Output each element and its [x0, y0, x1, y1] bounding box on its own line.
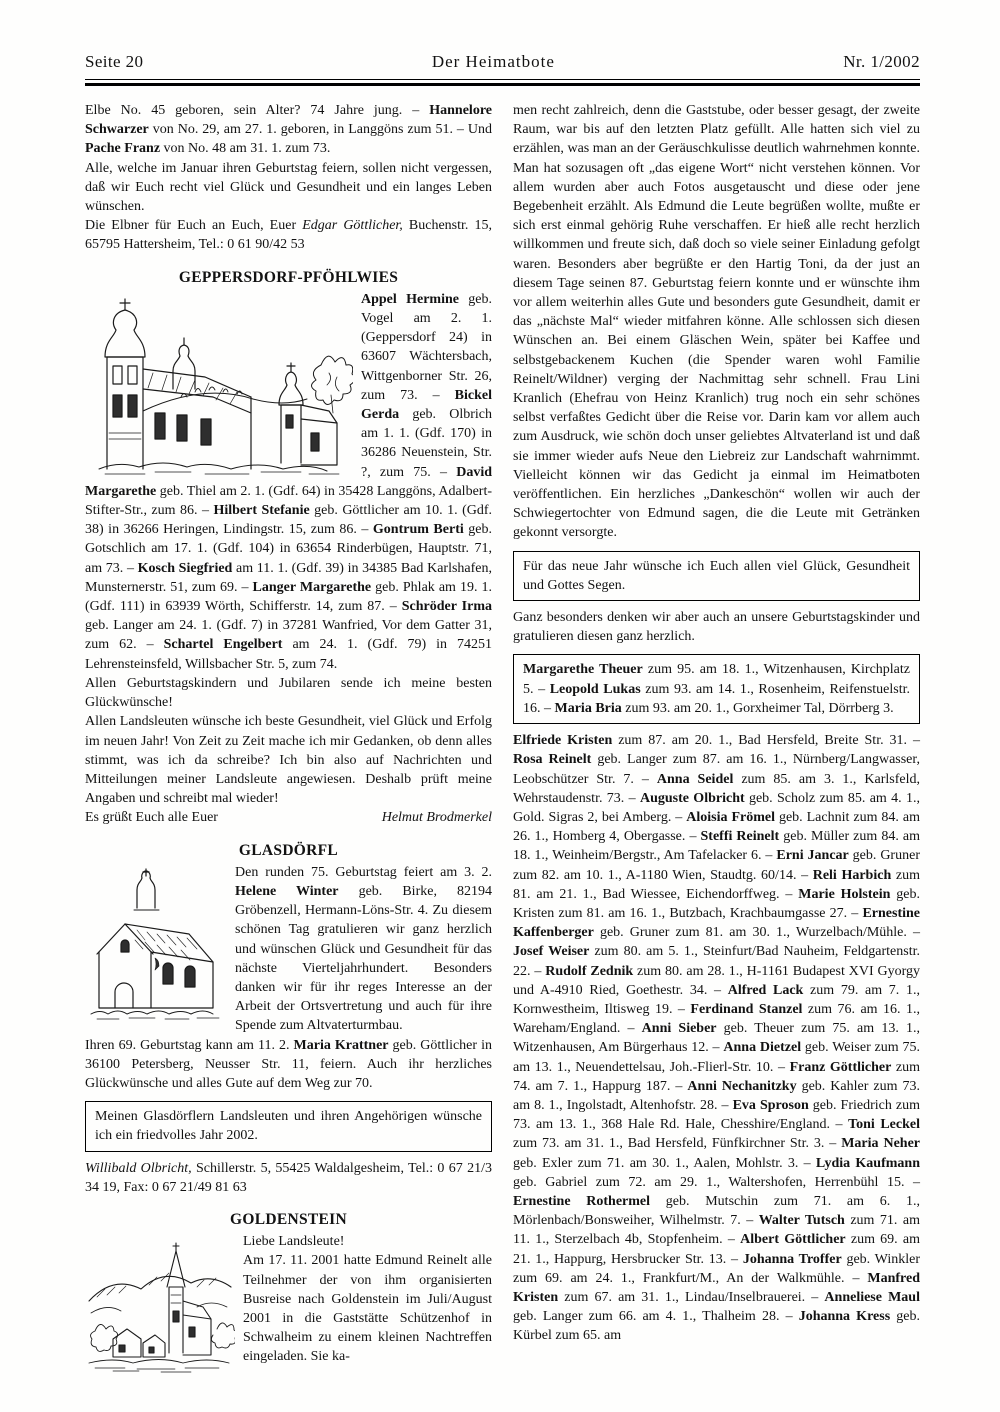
geppersdorf-section	[85, 290, 492, 674]
geppersdorf-birthday-entries: Appel Hermine geb. Vogel am 2. 1. (Geppersdorf 24) in 63607 Wächtersbach, Wittgenborner Str. 26, zum 73. – Bickel Gerda geb. Olbrich am 1. 1. (Gdf. 170) in 36286 Neuenstein, Str. ?, zum 75. – David Margarethe geb. Thiel am 2. 1. (Gdf. 64) in 35428 Langgöns, Adalbert-Stifter-Str., zum 86. – Hilbert Stefanie geb. Göttlicher am 10. 1. (Gdf. 38) in 36266 Heringen, Lindingstr. 15, zum 86. – Gontrum Berti geb. Gotschlich am 17. 1. (Gdf. 104) in 63654 Rinderbügen, Hauptstr. 71, am 73. – Kosch Siegfried am 11. 1. (Gdf. 39) in 34385 Bad Karlshafen, Munsternerstr. 51, zum 69. – Langer Margarethe geb. Phlak am 19. 1. (Gdf. 111) in 63939 Wörth, Schifferstr. 14, zum 87. – Schröder Irma geb. Langer am 24. 1. (Gdf. 7) in 37281 Wanfried, Vor dem Gatter 31, zum 62. – Schartel Engelbert am 24. 1. (Gdf. 79) in 74251 Lehrensteinsfeld, Willsbacher Str. 5, zum 74.	[85, 291, 493, 672]
goldenstein-landscape-illustration	[85, 1235, 235, 1373]
note-paragraph: Allen Landsleuten wünsche ich beste Gesundheit, viel Glück und Erfolg im neuen Jahr! Von Zeit zu Zeit mache ich mir Gedanken, ob denn alles stimmt, was ich da schreibe? Ich bin also auf Nachrichten und Mitteilungen meiner Landsleute angewiesen. Deshalb prüft meine Angaben und schreibt mal wieder!	[85, 714, 492, 807]
glasdoerfl-contact: Willibald Olbricht, Schillerstr. 5, 55425 Waldalgesheim, Tel.: 0 67 21/3 34 19, Fax: 0 67 21/49 81 63	[85, 1160, 492, 1195]
section-heading-glasdoerfl: GLASDÖRFL	[238, 841, 339, 859]
jubilees-box: Margarethe Theuer zum 95. am 18. 1., Witzenhausen, Kirchplatz 5. – Leopold Lukas zum 93. am 14. 1., Rosenheim, Reifenstuelstr. 16. – Maria Bria zum 93. am 20. 1., Gorxheimer Tal, Dörrberg 3.	[513, 654, 920, 724]
intro-paragraph: Die Elbner für Euch an Euch, Euer Edgar Göttlicher, Buchenstr. 15, 65795 Hattersheim, Tel.: 0 61 90/42 53	[85, 218, 492, 253]
signature-row	[85, 808, 492, 827]
section-heading-geppersdorf: GEPPERSDORF-PFÖHLWIES	[178, 268, 399, 286]
left-column	[85, 101, 492, 1375]
intro-paragraph: Elbe No. 45 geboren, sein Alter? 74 Jahre jung. – Hannelore Schwarzer von No. 29, am 27. 1. geboren, in Langgöns zum 51. – Und Pache Franz von No. 48 am 31. 1. zum 73.	[85, 103, 492, 157]
header-rule	[85, 79, 920, 86]
glasdoerfl-paragraph: Den runden 75. Geburtstag feiert am 3. 2. Helene Winter geb. Birke, 82194 Gröbenzell, Hermann-Löns-Str. 4. Zu diesem schönen Tag gratulieren wir ganz herzlich und wünschen Glück und Gesundheit für das nächste Vierteljahrhundert. Besonders danken wir für ihr reges Interesse an der Arbeit der Ortsvertretung und auch für ihre Spende zum Altvaterturmbau.	[235, 864, 493, 1034]
birthday-list-paragraph: Elfriede Kristen zum 87. am 20. 1., Bad Hersfeld, Breite Str. 31. – Rosa Reinelt geb. Langer zum 87. am 16. 1., Nürnberg/Langwasser, Leobschützer Str. 7. – Anna Seidel zum 85. am 3. 1., Karlsfeld, Wehrstaudenstr. 73. – Auguste Olbricht geb. Scholz zum 85. am 4. 1., Gold. Sigras 2, bei Amberg. – Aloisia Frömel geb. Lachnit zum 84. am 26. 1., Homberg 4, Obergasse. – Steffi Reinelt geb. Müller zum 84. am 18. 1., Weinheim/Bergstr., Am Tafelacker 6. – Erni Jancar geb. Gruner zum 82. am 10. 1., A-1180 Wien, Staudtg. 60/14. – Reli Harbich zum 81. am 21. 1., Bad Wiessee, Eichendorffweg. – Marie Holstein geb. Kristen zum 81. am 16. 1., Butzbach, Krachbaumgasse 27. – Ernestine Kaffenberger geb. Gruner zum 81. am 30. 1., Wurzelbach/Mühle. – Josef Weiser zum 80. am 5. 1., Steinfurt/Bad Nauheim, Feldgartenstr. 22. – Rudolf Zednik zum 80. am 28. 1., H-1161 Budapest XVI Gyorgy und A-4910 Ried, Goethestr. 34. – Alfred Lack zum 79. am 7. 1., Kornwestheim, Iltisweg 19. – Ferdinand Stanzel zum 76. am 16. 1., Wareham/England. – Anni Sieber geb. Theuer zum 75. am 13. 1., Witzenhausen, Am Bürgerhaus 12. – Anna Dietzel geb. Weiser zum 75. am 13. 1., Neuendettelsau, Joh.-Flierl-Str. 10. – Franz Göttlicher zum 74. am 7. 1., Happurg 187. – Anni Nechanitzky geb. Kahler zum 73. am 8. 1., Ingolstadt, Altenhofstr. 28. – Eva Sproson geb. Friedrich zum 73. am 13. 1., 368 Hale Rd. Hale, Chesshire/England. – Toni Leckel zum 73. am 31. 1., Bad Hersfeld, Fünfkirchner Str. 3. – Maria Neher geb. Exler zum 71. am 30. 1., Aalen, Mohlstr. 3. – Lydia Kaufmann geb. Gabriel zum 72. am 29. 1., Waltershofen, Herrenbühl 15. – Ernestine Rothermel geb. Mutschin zum 71. am 6. 1., Mörlenbach/Bonsweiher, Wilhelmstr. 7. – Walter Tutsch zum 71. am 11. 1., Sterzelbach 4b, Stopfenheim. – Albert Göttlicher zum 69. am 21. 1., Happurg, Hersbrucker Str. 13. – Johanna Troffer geb. Winkler zum 69. am 24. 1., Frankfurt/M., An der Walkmühle. – Manfred Kristen zum 67. am 31. 1., Lindau/Inselbrauerei. – Anneliese Maul geb. Langer zum 66. am 4. 1., Thalheim 28. – Johanna Kress geb. Kürbel zum 65. am	[513, 733, 921, 1344]
newspaper-title: Der Heimatbote	[431, 52, 555, 71]
geppersdorf-church-illustration	[85, 293, 353, 477]
goldenstein-section	[85, 1232, 492, 1375]
glasdoerfl-boxed-note: Meinen Glasdörflern Landsleuten und ihren Angehörigen wünsche ich ein friedvolles Jahr 2002.	[85, 1101, 492, 1151]
page-header	[85, 52, 920, 72]
greeting-paragraph: Allen Geburtstagskindern und Jubilaren sende ich meine besten Glückwünsche!	[85, 675, 492, 711]
goldenstein-salutation: Liebe Landsleute!	[243, 1234, 345, 1250]
goldenstein-paragraph: Am 17. 11. 2001 hatte Edmund Reinelt alle Teilnehmer der von ihm organisierten Busreise nach Goldenstein im Juli/August 2001 in die Gaststätte Schützenhof in Schwalheim zu einem kleinen Nachtreffen eingeladen. Sie ka-	[243, 1253, 492, 1365]
glasdoerfl-chapel-illustration	[85, 866, 227, 1022]
signoff-text: Es grüßt Euch alle Euer	[85, 810, 218, 826]
section-heading-goldenstein: GOLDENSTEIN	[230, 1210, 347, 1228]
new-year-wish-box: Für das neue Jahr wünsche ich Euch allen viel Glück, Gesundheit und Gottes Segen.	[513, 551, 920, 601]
continuation-paragraph: men recht zahlreich, denn die Gaststube, oder besser gesagt, der zweite Raum, war bis auf den letzten Platz gefüllt. Alle hatten sich viel zu erzählen, was man an der Geräuschkulisse deutlich wahrnehmen konnte. Man hat sozusagen oft „das eigene Wort“ nicht verstehen können. Vor allem wurden aber auch Fotos ausgetauscht und diese oder jene Begebenheit erzählt. Als Edmund die Leute begrüßen wollte, mußte er sich erst einmal gehörig Ruhe verschaffen. Er hieß alle recht herzlich willkommen und freute sich, daß doch so viele seiner Einladung gefolgt waren. Besonders aber begrüßte er den Hartig Toni, da der just an diesem Tage seinen 87. Geburtstag feiern konnte und er wünschte ihm vor allem weiterhin alles Gute und besonders gute Gesundheit, damit er das „nächste Mal“ wieder mitfahren könne. Alle schlossen sich diesen Wünschen an. Bei einem Gläschen Wein, später bei Kaffee und selbstgebackenem Kuchen (die Spender waren wohl Familie Reinelt/Wildner) verging der Nachmittag sehr schnell. Frau Lini Kranlich (Ehefrau von Heinz Kranlich) trug noch ein sehr schönes selbst verfaßtes Gedicht über die Reise vor. Darin kam vor allem auch zum Ausdruck, wie schön doch unser geliebtes Altvaterland ist und daß sie immer wieder aufs Neue den Liebreiz zur Landschaft wahrnimmt. Vielleicht können wir das Gedicht ja einmal im Heimatboten veröffentlichen. Ein herzliches „Dankeschön“ wollen wir auch der Schwiegertochter von Edmund sagen, die die Leute mit Getränken gekonnt versorgte.	[513, 103, 920, 541]
glasdoerfl-section	[85, 863, 492, 1036]
page-number: Seite 20	[85, 52, 144, 71]
article-columns	[85, 101, 920, 1375]
glasdoerfl-paragraph: Ihren 69. Geburtstag kann am 11. 2. Maria Krattner geb. Göttlicher in 36100 Petersberg, Neusser Str. 11, feiern. Auch ihr herzliches Glückwünsche und alles Gute auf dem Weg zur 70.	[85, 1037, 492, 1091]
intro-paragraph: Alle, welche im Januar ihren Geburtstag feiern, sollen nicht vergessen, daß wir Euch recht viel Glück und Gesundheit und ein langes Leben wünschen.	[85, 160, 492, 215]
right-column	[513, 101, 920, 1375]
birthday-intro-paragraph: Ganz besonders denken wir aber auch an unsere Geburtstagskinder und gratulieren diesen ganz herzlich.	[513, 610, 920, 645]
issue-number: Nr. 1/2002	[843, 52, 920, 71]
signoff-name: Helmut Brodmerkel	[381, 810, 492, 826]
